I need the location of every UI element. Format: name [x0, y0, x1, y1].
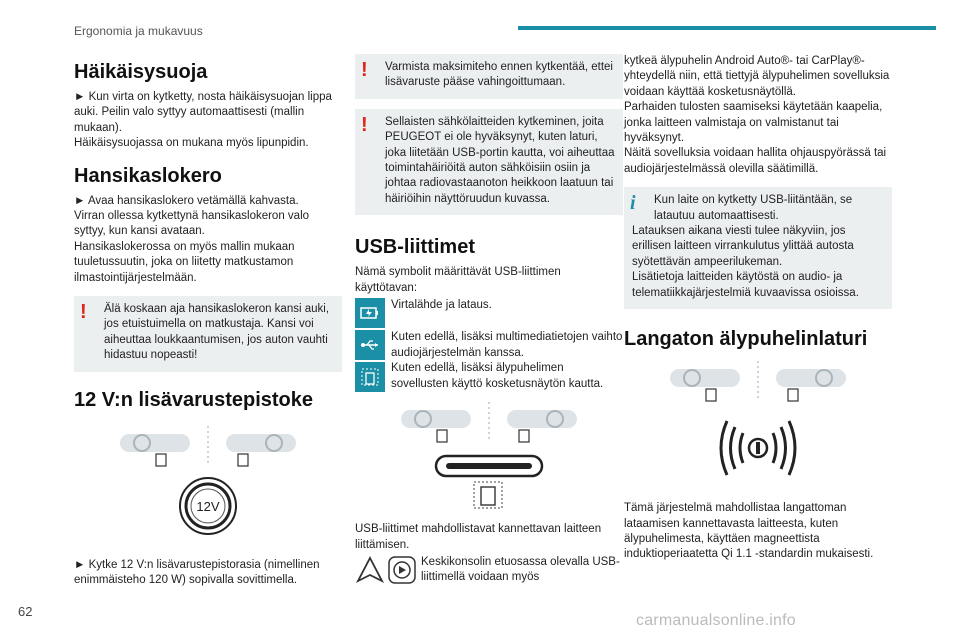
- device-warning-text: Sellaisten sähkölaitteiden kytkeminen, joita PEUGEOT ei ole hyväksynyt, kuten laturi, joka liitetään USB-portin kautta, voi aiheuttaa toimintahäiriöitä auton sähköisiin osiin ja johtaa radiovastaanoton heikkoon laatuun tai häiriöihin näyttöruudun kuvassa.: [385, 115, 615, 205]
- controls-text: Näitä sovelluksia voidaan hallita ohjauspyörässä tai audiojärjestelmässä olevilla säätimillä.: [624, 147, 887, 175]
- page-number: 62: [18, 604, 33, 619]
- smartphone-text: kytkeä älypuhelin Android Auto®- tai CarPlay®-yhteydellä niin, että tiettyjä älypuhelimen sovelluksia voidaan käyttää kosketusnäytöllä.: [624, 55, 890, 98]
- sunshade-heading: Häikäisysuoja: [74, 61, 208, 83]
- max-power-warning-box: [355, 54, 623, 99]
- wireless-text: Tämä järjestelmä mahdollistaa langattoman lataamisen kannettavasta laitteesta, kuten älypuhelimesta, käyttäen magneettista induktioperiaatetta Qi 1.1 -standardin mukaisesti.: [624, 502, 874, 561]
- usb-steering-position-figure: [355, 402, 623, 446]
- wireless-charging-figure: [624, 413, 892, 483]
- wireless-steering-position-figure: [624, 361, 892, 405]
- 12v-socket-figure: [74, 476, 342, 536]
- charging-info-box: [624, 187, 892, 309]
- usb-connection-text: USB-liittimet mahdollistavat kannettavan laitteen liittämisen.: [355, 523, 602, 551]
- column-2: [355, 54, 623, 586]
- cable-text: Parhaiden tulosten saamiseksi käytetään kaapelia, jonka laitteen valmistaja on valmistanut tai hyväksynyt.: [624, 101, 883, 145]
- steering-position-figure: [74, 426, 342, 470]
- usb-item-2: Kuten edellä, lisäksi multimediatietojen vaihto audiojärjestelmän kanssa.: [391, 331, 623, 359]
- usb-item-3: Kuten edellä, lisäksi älypuhelimen sovellusten käyttö kosketusnäytön kautta.: [391, 362, 604, 390]
- column-3: [624, 54, 892, 563]
- carplay-icon: [387, 555, 417, 585]
- warning-icon: !: [361, 59, 368, 81]
- glovebox-text-2: Virran ollessa kytkettynä hansikaslokeron valo syttyy, kun kansi avataan.: [74, 210, 310, 238]
- usb-c-port-icon: [434, 452, 544, 512]
- glovebox-heading: Hansikaslokero: [74, 164, 222, 187]
- usb-heading: USB-liittimet: [355, 236, 475, 259]
- max-power-warning-text: Varmista maksimiteho ennen kytkentää, ettei lisävaruste pääse vahingoittumaan.: [385, 61, 613, 89]
- usb-power-icon: [355, 298, 385, 328]
- watermark: carmanualsonline.info: [636, 612, 796, 629]
- socket-heading: 12 V:n lisävarustepistoke: [74, 388, 314, 411]
- running-header: Ergonomia ja mukavuus: [74, 24, 203, 38]
- usb-intro: Nämä symbolit määrittävät USB-liittimen käyttötavan:: [355, 266, 561, 294]
- charging-info-text: Kun laite on kytketty USB-liitäntään, se latautuu automaattisesti.: [654, 194, 853, 222]
- console-usb-text: Keskikonsolin etuosassa olevalla USB-liittimellä voidaan myös: [421, 555, 620, 584]
- device-warning-box: [355, 109, 623, 215]
- glovebox-warning-box: [74, 296, 342, 372]
- charging-info-text-2: Latauksen aikana viesti tulee näkyviin, jos erillisen laitteen virrankulutus ylittää autosta syötettävän ampeerilukeman.: [632, 225, 854, 268]
- usb-symbol-list: [355, 298, 623, 392]
- glovebox-text: ► Avaa hansikaslokero vetämällä kahvasta.: [74, 194, 299, 207]
- header-accent-bar: [518, 26, 936, 30]
- steering-wheel-icon: [118, 426, 298, 470]
- steering-wheel-icon: [668, 361, 848, 405]
- sunshade-text-2: Häikäisysuojassa on mukana myös lipunpidin.: [74, 137, 309, 150]
- power-socket-icon: [178, 476, 238, 536]
- console-usb-row: [355, 555, 623, 586]
- usb-port-figure: [355, 452, 623, 512]
- steering-wheel-icon: [399, 402, 579, 446]
- usb-item-1: Virtalähde ja lataus.: [391, 299, 492, 312]
- socket-voltage-label: 12V: [196, 498, 220, 514]
- glovebox-warning-text: Älä koskaan aja hansikaslokeron kansi auki, jos etuistuimella on matkustaja. Kansi voi aiheuttaa loukkaantumisen, jos auton vauhti hidastuu nopeasti!: [104, 303, 330, 362]
- warning-icon: !: [361, 113, 368, 136]
- usb-smartphone-icon: [355, 362, 385, 392]
- android-auto-icon: [355, 555, 385, 585]
- usb-data-icon: [355, 330, 385, 360]
- charging-info-text-3: Lisätietoja laitteiden käytöstä on audio- ja telematiikkajärjestelmiä kuvaavissa osioissa.: [632, 271, 859, 299]
- socket-text: ► Kytke 12 V:n lisävarustepistorasia (nimellinen enimmäisteho 120 W) sopivalla sovittimella.: [74, 558, 320, 587]
- wireless-charging-icon: [713, 413, 803, 483]
- warning-icon: !: [80, 301, 87, 324]
- sunshade-text: ► Kun virta on kytketty, nosta häikäisysuojan lippa auki. Peilin valo syttyy automaattisesti (mallin mukaan).: [74, 91, 332, 134]
- wireless-heading: Langaton älypuhelinlaturi: [624, 328, 868, 351]
- column-1: [74, 54, 342, 589]
- info-icon: i: [630, 192, 636, 215]
- glovebox-text-3: Hansikaslokerossa on myös mallin mukaan tuuletussuutin, joka on liitetty matkustamon ilmastointijärjestelmään.: [74, 240, 295, 284]
